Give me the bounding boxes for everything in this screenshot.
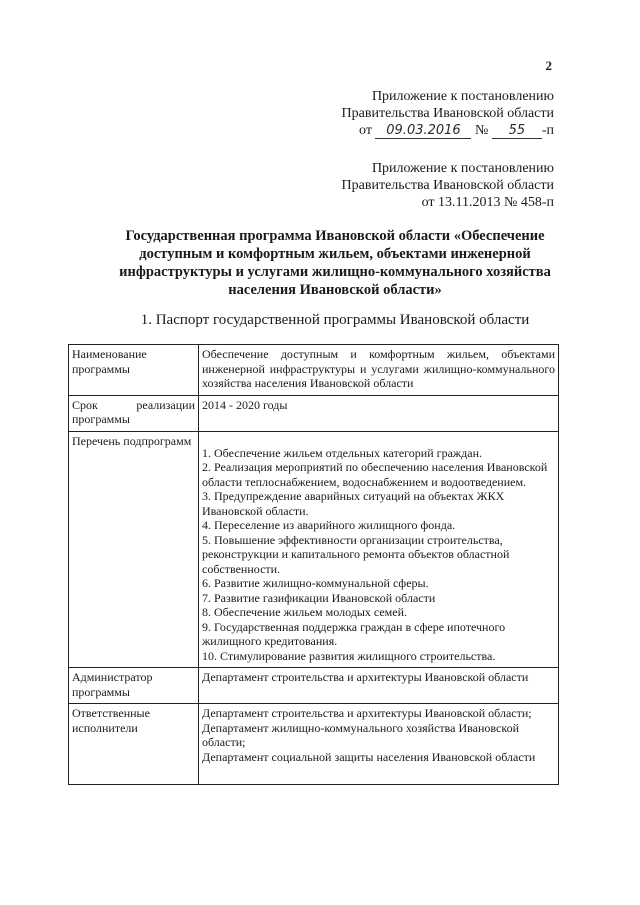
number-suffix: -п (541, 123, 554, 138)
list-item: Департамент социальной защиты населения Ивановской области (202, 749, 536, 764)
number-prefix: № (474, 123, 489, 138)
list-item: 3. Предупреждение аварийных ситуаций на объектах ЖКХ Ивановской области. (202, 489, 505, 518)
appendix-original-line1: Приложение к постановлению (371, 161, 554, 176)
list-item: 5. Повышение эффективности организации строительства, реконструкции и капитального ремонта объектов областной собственности. (202, 532, 510, 576)
row-label: Срок реализации программы (69, 395, 199, 431)
appendix-current-line2: Правительства Ивановской области (341, 106, 554, 121)
list-item: 7. Развитие газификации Ивановской области (202, 590, 436, 605)
table-row (69, 704, 559, 785)
title-line: инфраструктуры и услугами жилищно-коммунального хозяйства (119, 264, 551, 280)
row-label: Наименование программы (69, 345, 199, 396)
program-passport-table (68, 344, 559, 785)
list-item: Департамент строительства и архитектуры Ивановской области; (202, 706, 532, 720)
appendix-current-date-line (342, 122, 554, 139)
table-row (69, 395, 559, 431)
list-item: 10. Стимулирование развития жилищного строительства. (202, 648, 496, 663)
title-line: населения Ивановской области» (228, 282, 442, 298)
appendix-original-line3: от 13.11.2013 № 458-п (421, 195, 554, 210)
executors-list (199, 704, 559, 785)
row-value: 2014 - 2020 годы (199, 395, 559, 431)
page-number: 2 (545, 58, 552, 73)
list-item: 1. Обеспечение жильем отдельных категорий граждан. (202, 445, 483, 460)
row-label: Администратор программы (69, 668, 199, 704)
list-item: 2. Реализация мероприятий по обеспечению населения Ивановской области теплоснабжением, водоснабжением и водоотведением. (202, 460, 548, 489)
appendix-original-line2: Правительства Ивановской области (341, 178, 554, 193)
row-value: Департамент строительства и архитектуры Ивановской области (199, 668, 559, 704)
handwritten-date: 09.03.2016 (375, 124, 471, 139)
appendix-current-line1: Приложение к постановлению (371, 89, 554, 104)
table-row (69, 345, 559, 396)
list-item: 8. Обеспечение жильем молодых семей. (202, 605, 408, 619)
list-item: Департамент жилищно-коммунального хозяйства Ивановской области; (202, 720, 519, 749)
appendix-original-decree (342, 160, 554, 211)
row-label: Ответственные исполнители (69, 704, 199, 785)
row-label: Перечень подпрограмм (69, 431, 199, 668)
list-item: 6. Развитие жилищно-коммунальной сферы. (202, 576, 429, 590)
appendix-current-decree (342, 88, 554, 139)
table-row (69, 431, 559, 668)
table-row (69, 668, 559, 704)
subprogram-list (199, 431, 559, 668)
title-line: Государственная программа Ивановской области «Обеспечение (125, 228, 545, 244)
row-value: Обеспечение доступным и комфортным жильем, объектами инженерной инфраструктуры и услугами жилищно-коммунального хозяйства населения Ивановской области (199, 345, 559, 396)
list-item: 4. Переселение из аварийного жилищного фонда. (202, 518, 456, 532)
list-item: 9. Государственная поддержка граждан в сфере ипотечного жилищного кредитования. (202, 619, 506, 648)
title-line: доступным и комфортным жильем, объектами инженерной (139, 246, 531, 262)
section-title: 1. Паспорт государственной программы Ивановской области (140, 312, 530, 328)
document-title (70, 227, 600, 299)
from-prefix: от (359, 123, 372, 138)
handwritten-number: 55 (492, 124, 542, 139)
